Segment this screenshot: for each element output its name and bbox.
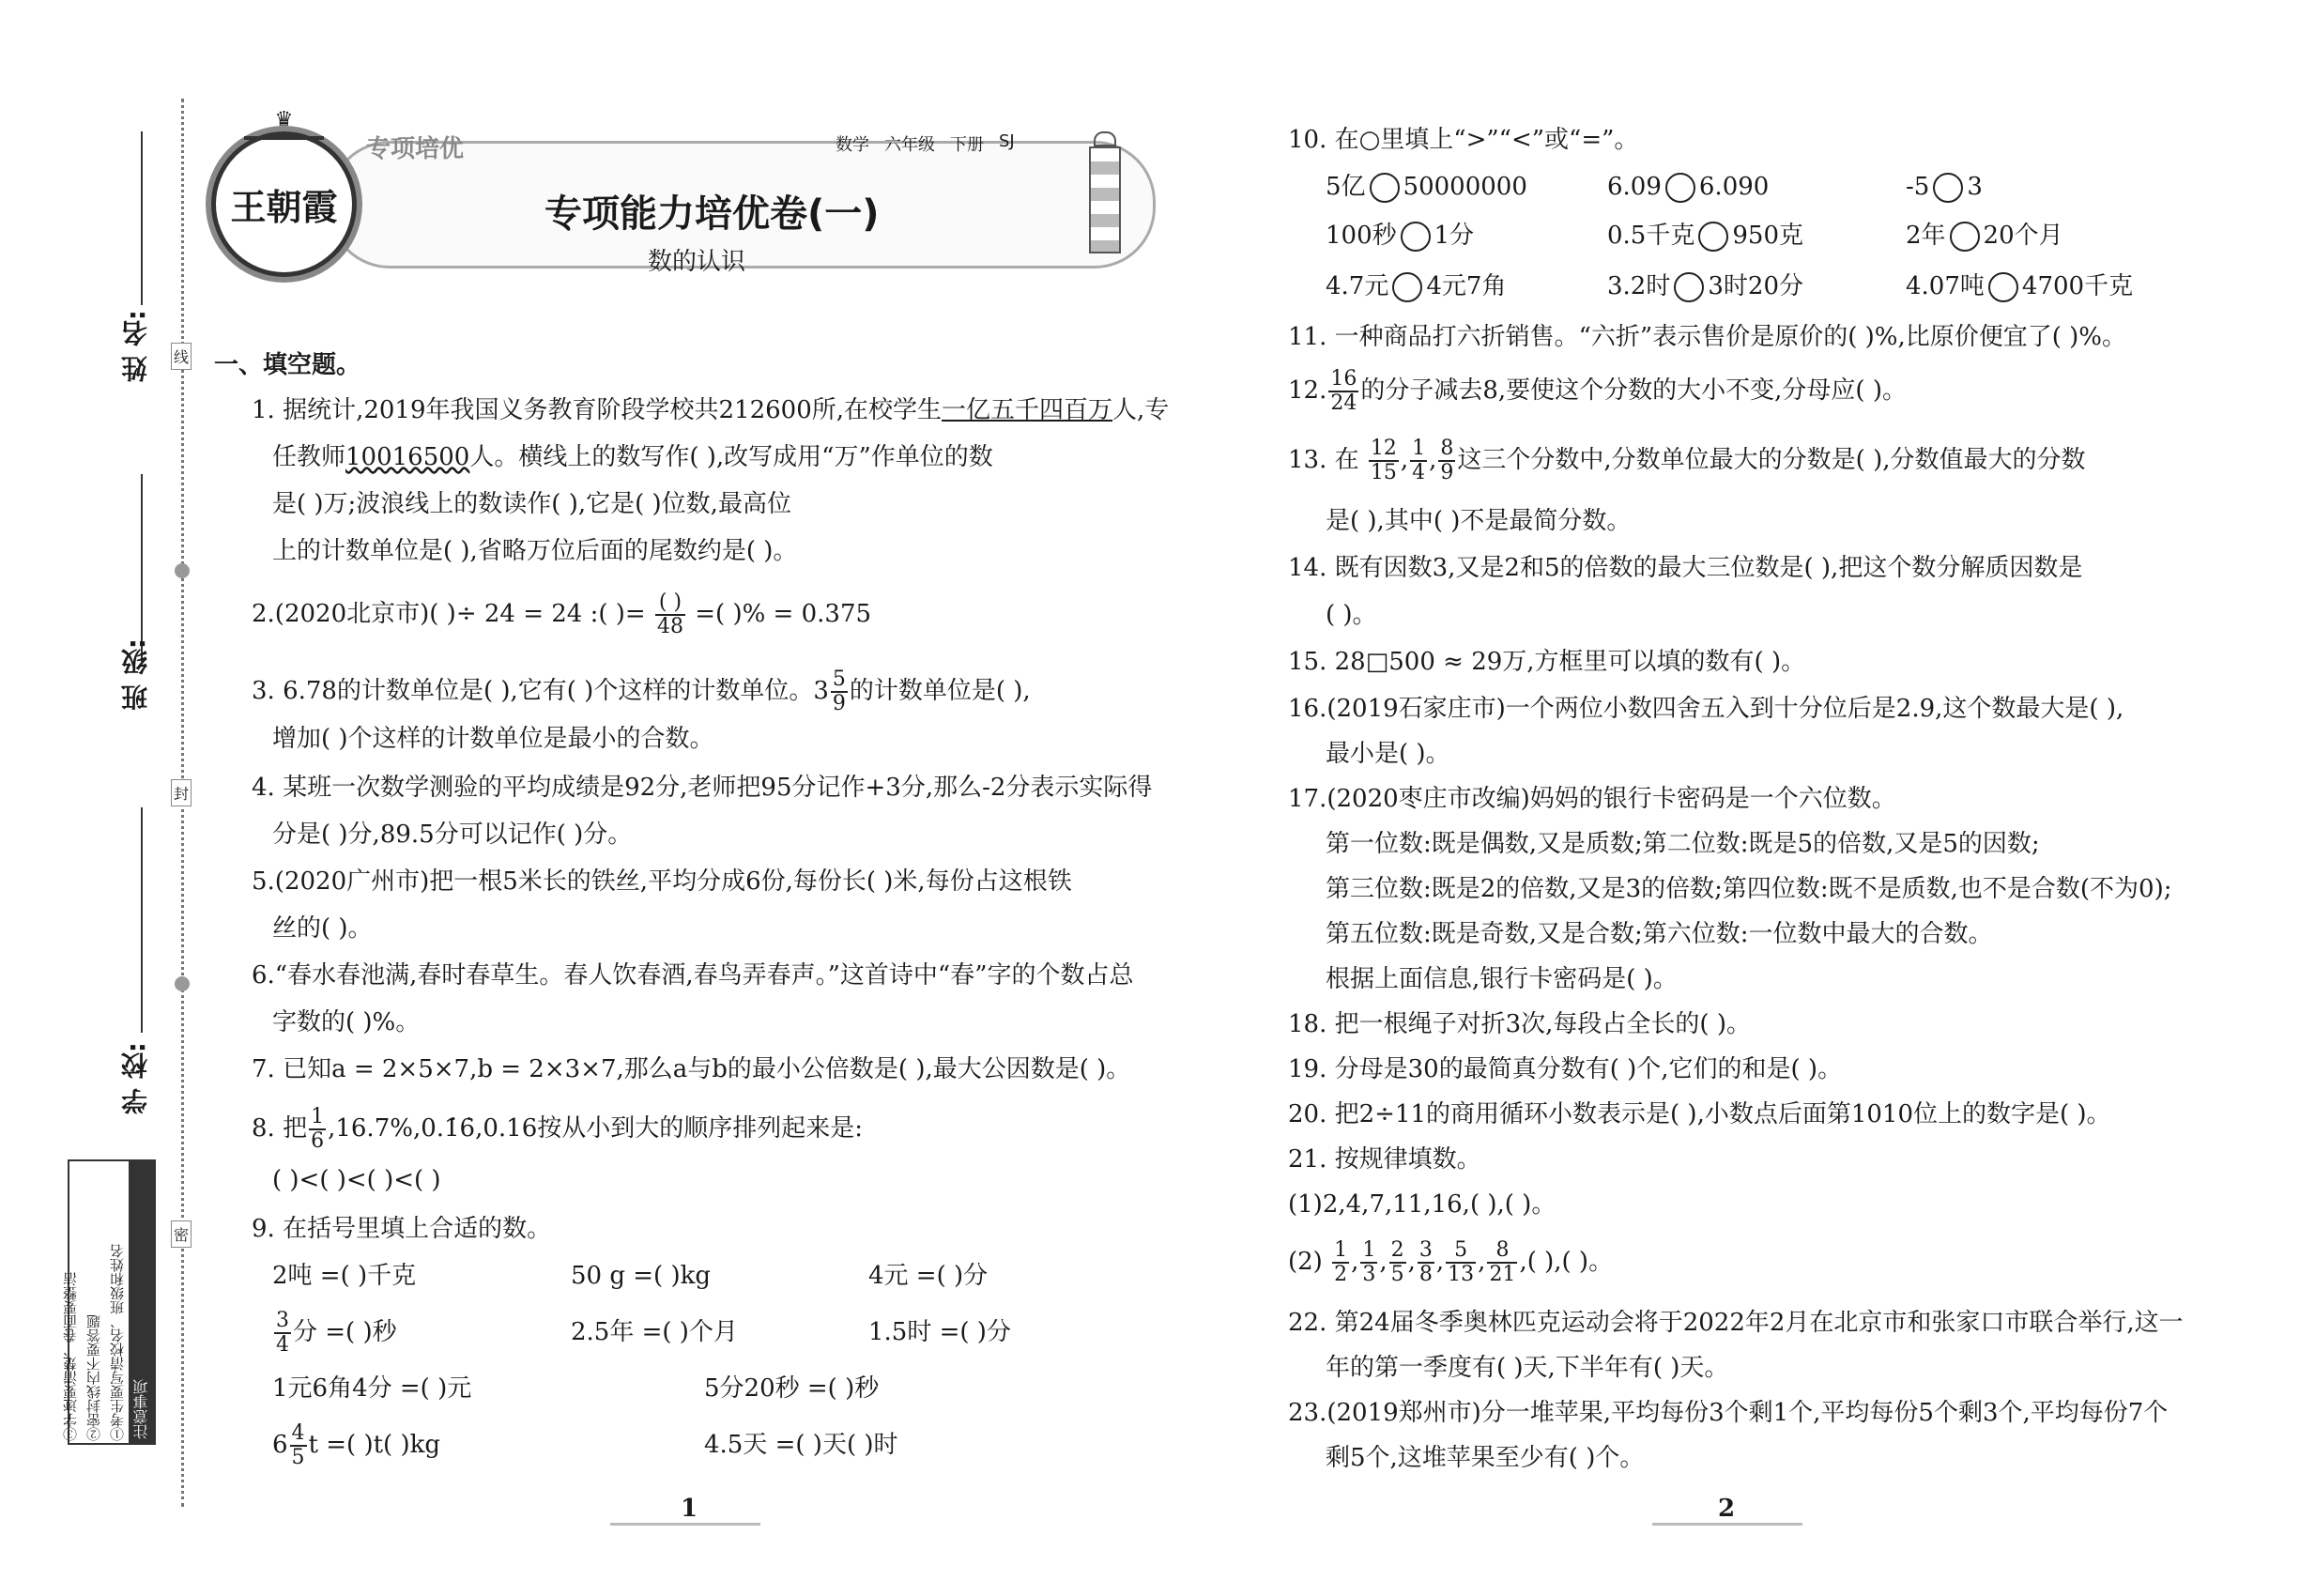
name-label: 姓 名: <box>120 310 151 382</box>
question-5-line-1: 5.(2020广州市)把一根5米长的铁丝,平均分成6份,每份长( )米,每份占这根铁 <box>252 867 1072 896</box>
compare-item: 2年 20个月 <box>1906 222 2063 250</box>
compare-item: -5 3 <box>1906 173 1983 201</box>
question-21-part-1: (1)2,4,7,11,16,( ),( )。 <box>1288 1190 1556 1219</box>
question-23-line-1: 23.(2019郑州市)分一堆苹果,平均每份3个剩1个,平均每份5个剩3个,平均每份7个 <box>1288 1399 2169 1427</box>
page-title: 专项能力培优卷(一) <box>544 192 880 236</box>
question-17-clue-2: 第三位数:既是2的倍数,又是3的倍数;第四位数:既不是质数,也不是合数(不为0); <box>1326 875 2172 903</box>
seal-mark-feng: 封 <box>171 779 192 806</box>
compare-circle[interactable] <box>1392 272 1422 302</box>
question-16-line-2: 最小是( )。 <box>1326 740 1450 768</box>
q9-row-2-b: 2.5年 =( )个月 <box>571 1318 738 1346</box>
question-7: 7. 已知a = 2×5×7,b = 2×3×7,那么a与b的最小公倍数是( ),最大公因数是( )。 <box>252 1055 1131 1083</box>
notes-title: 注意事项 <box>129 1161 154 1443</box>
question-8-answer: ( )<( )<( )<( ) <box>272 1166 441 1194</box>
question-1-line-1: 1. 据统计,2019年我国义务教育阶段学校共212600所,在校学生一亿五千四百万人,专 <box>252 396 1170 424</box>
grade-label: 六年级 <box>884 135 935 155</box>
question-11: 11. 一种商品打六折销售。“六折”表示售价是原价的( )%,比原价便宜了( )%。 <box>1288 323 2126 351</box>
school-line <box>141 807 143 1033</box>
page-ornament-1 <box>610 1523 760 1526</box>
question-13-line-2: 是( ),其中( )不是最简分数。 <box>1326 507 1632 535</box>
fraction: $\frac{12}{15}$ <box>1370 437 1397 484</box>
page-number-2: 2 <box>1718 1495 1736 1523</box>
fraction: $\frac{8}{21}$ <box>1489 1238 1516 1286</box>
compare-circle[interactable] <box>1933 173 1963 203</box>
seal-dot-icon <box>175 563 190 578</box>
fraction: $\frac{( )}{48}$ <box>656 591 683 638</box>
note-3: ③字迹要清楚、卷面要整洁 <box>62 1272 79 1441</box>
question-16-line-1: 16.(2019石家庄市)一个两位小数四舍五入到十分位后是2.9,这个数最大是( ), <box>1288 695 2124 723</box>
question-21: 21. 按规律填数。 <box>1288 1145 1481 1174</box>
q9-row-1-a: 2吨 =( )千克 <box>272 1262 417 1290</box>
fraction: $\frac{16}{24}$ <box>1330 367 1357 415</box>
question-13-line-1: 13. 在 $\frac{12}{15}$ , $\frac{1}{4}$ , $\frac{8}{9}$ 这三个分数中,分数单位最大的分数是( ),分数值最大的分数 <box>1288 437 2086 484</box>
question-10: 10. 在○里填上“>”“<”或“=”。 <box>1288 126 1639 154</box>
question-3-line-1: 3. 6.78的计数单位是( ),它有( )个这样的计数单位。3 $\frac{5}{9}$ 的计数单位是( ), <box>252 668 1031 715</box>
header-tag: 专项培优 <box>366 135 465 163</box>
volume-label: 下册 <box>950 135 984 155</box>
question-6-line-2: 字数的( )%。 <box>272 1008 421 1036</box>
seal-mark-xian: 线 <box>171 343 192 370</box>
q9-row-4-a: 6 $\frac{4}{5}$ t =( )t( )kg <box>272 1421 440 1469</box>
question-17-clue-3: 第五位数:既是奇数,又是合数;第六位数:一位数中最大的合数。 <box>1326 920 1993 948</box>
compare-circle[interactable] <box>1665 173 1695 203</box>
question-17: 17.(2020枣庄市改编)妈妈的银行卡密码是一个六位数。 <box>1288 785 1896 813</box>
compare-item: 100秒 1分 <box>1326 222 1475 250</box>
fraction: $\frac{5}{13}$ <box>1448 1238 1475 1286</box>
fraction: $\frac{1}{4}$ <box>1412 437 1426 484</box>
question-8: 8. 把 $\frac{1}{6}$ ,16.7%,0.1̇6̇,0.16按从小到大的顺序排列起来是: <box>252 1105 864 1153</box>
fraction: $\frac{8}{9}$ <box>1440 437 1454 484</box>
compare-item: 6.09 6.090 <box>1607 173 1770 201</box>
q9-row-4-b: 4.5天 =( )天( )时 <box>704 1431 898 1459</box>
fraction: $\frac{3}{8}$ <box>1418 1238 1433 1286</box>
compare-circle[interactable] <box>1950 222 1980 252</box>
compare-item: 4.7元 4元7角 <box>1326 272 1507 300</box>
class-label: 班 级: <box>120 638 151 711</box>
compare-circle[interactable] <box>1988 272 2018 302</box>
logo-emblem <box>211 108 357 277</box>
q9-row-1-c: 4元 =( )分 <box>868 1262 989 1290</box>
question-1-line-4: 上的计数单位是( ),省略万位后面的尾数约是( )。 <box>272 537 798 565</box>
question-14-line-1: 14. 既有因数3,又是2和5的倍数的最大三位数是( ),把这个数分解质因数是 <box>1288 554 2083 582</box>
compare-circle[interactable] <box>1370 173 1400 203</box>
seal-dot-icon <box>175 976 190 991</box>
question-17-clue-1: 第一位数:既是偶数,又是质数;第二位数:既是5的倍数,又是5的因数; <box>1326 830 2040 858</box>
fraction: $\frac{2}{5}$ <box>1390 1238 1404 1286</box>
lighthouse-icon <box>1089 131 1121 258</box>
compare-circle[interactable] <box>1401 222 1431 252</box>
section-heading: 一、填空题。 <box>214 351 361 379</box>
question-19: 19. 分母是30的最简真分数有( )个,它们的和是( )。 <box>1288 1055 1843 1083</box>
question-22-line-1: 22. 第24届冬季奥林匹克运动会将于2022年2月在北京市和张家口市联合举行,这一 <box>1288 1309 2184 1337</box>
class-line <box>141 474 143 662</box>
logo-text: 王朝霞 <box>230 186 338 228</box>
question-15: 15. 28□500 ≈ 29万,方框里可以填的数有( )。 <box>1288 648 1806 676</box>
q9-row-2-c: 1.5时 =( )分 <box>868 1318 1011 1346</box>
question-2: 2.(2020北京市)( )÷ 24 = 24 :( )= $\frac{( )}{48}$ =( )% = 0.375 <box>252 591 872 638</box>
compare-circle[interactable] <box>1698 222 1728 252</box>
question-12: 12. $\frac{16}{24}$ 的分子减去8,要使这个分数的大小不变,分母应( )。 <box>1288 367 1907 415</box>
question-9: 9. 在括号里填上合适的数。 <box>252 1215 552 1243</box>
question-5-line-2: 丝的( )。 <box>272 914 373 943</box>
question-23-line-2: 剩5个,这堆苹果至少有( )个。 <box>1326 1444 1645 1472</box>
compare-item: 0.5千克 950克 <box>1607 222 1803 250</box>
compare-item: 4.07吨 4700千克 <box>1906 272 2134 300</box>
fraction: $\frac{1}{2}$ <box>1334 1238 1348 1286</box>
page-ornament-2 <box>1652 1523 1802 1526</box>
q9-row-2-a: $\frac{3}{4}$ 分 =( )秒 <box>276 1309 397 1357</box>
question-4-line-2: 分是( )分,89.5分可以记作( )分。 <box>272 821 633 849</box>
fraction: $\frac{1}{3}$ <box>1362 1238 1376 1286</box>
question-6-line-1: 6.“春水春池满,春时春草生。春人饮春酒,春鸟弄春声。”这首诗中“春”字的个数占总 <box>252 961 1134 990</box>
page-number-1: 1 <box>681 1495 698 1523</box>
page-subtitle: 数的认识 <box>648 248 746 276</box>
question-4-line-1: 4. 某班一次数学测验的平均成绩是92分,老师把95分记作+3分,那么-2分表示实际得 <box>252 774 1153 802</box>
name-line <box>141 131 143 305</box>
fraction: $\frac{4}{5}$ <box>291 1421 305 1469</box>
school-label: 学 校: <box>120 1042 151 1114</box>
note-1: ①考生要写清校名、班级和姓名 <box>109 1244 126 1441</box>
q9-row-1-b: 50 g =( )kg <box>571 1262 711 1290</box>
notes-box <box>62 1159 156 1445</box>
question-22-line-2: 年的第一季度有( )天,下半年有( )天。 <box>1326 1354 1729 1382</box>
question-1-line-2: 任教师10016500人。横线上的数写作( ),改写成用“万”作单位的数 <box>272 443 993 471</box>
question-18: 18. 把一根绳子对折3次,每段占全长的( )。 <box>1288 1010 1751 1038</box>
question-3-line-2: 增加( )个这样的计数单位是最小的合数。 <box>272 725 714 753</box>
fraction: $\frac{3}{4}$ <box>276 1309 289 1357</box>
compare-circle[interactable] <box>1674 272 1704 302</box>
compare-item: 3.2时 3时20分 <box>1607 272 1803 300</box>
fraction: $\frac{5}{9}$ <box>832 668 846 715</box>
question-1-line-3: 是( )万;波浪线上的数读作( ),它是( )位数,最高位 <box>272 490 791 518</box>
q9-row-3-a: 1元6角4分 =( )元 <box>272 1374 472 1403</box>
fraction: $\frac{1}{6}$ <box>311 1105 325 1153</box>
question-21-part-2: (2) $\frac{1}{2}$ , $\frac{1}{3}$ , $\frac{2}{5}$ , $\frac{3}{8}$ , $\frac{5}{13}$ , $\frac{8}{21}$ ,( ),( )。 <box>1288 1238 1614 1286</box>
seal-mark-mi: 密 <box>171 1220 192 1248</box>
edition-label: SJ <box>999 131 1015 151</box>
question-20: 20. 把2÷11的商用循环小数表示是( ),小数点后面第1010位上的数字是( )。 <box>1288 1100 2111 1128</box>
crown-icon: ♛ <box>244 108 324 140</box>
compare-item: 5亿 50000000 <box>1326 173 1527 201</box>
question-17-answer: 根据上面信息,银行卡密码是( )。 <box>1326 965 1678 993</box>
q9-row-3-b: 5分20秒 =( )秒 <box>704 1374 880 1403</box>
header-meta <box>836 131 1015 156</box>
subject-label: 数学 <box>836 135 869 155</box>
question-14-line-2: ( )。 <box>1326 601 1377 629</box>
note-2: ②密封线内不要答题 <box>85 1314 102 1441</box>
